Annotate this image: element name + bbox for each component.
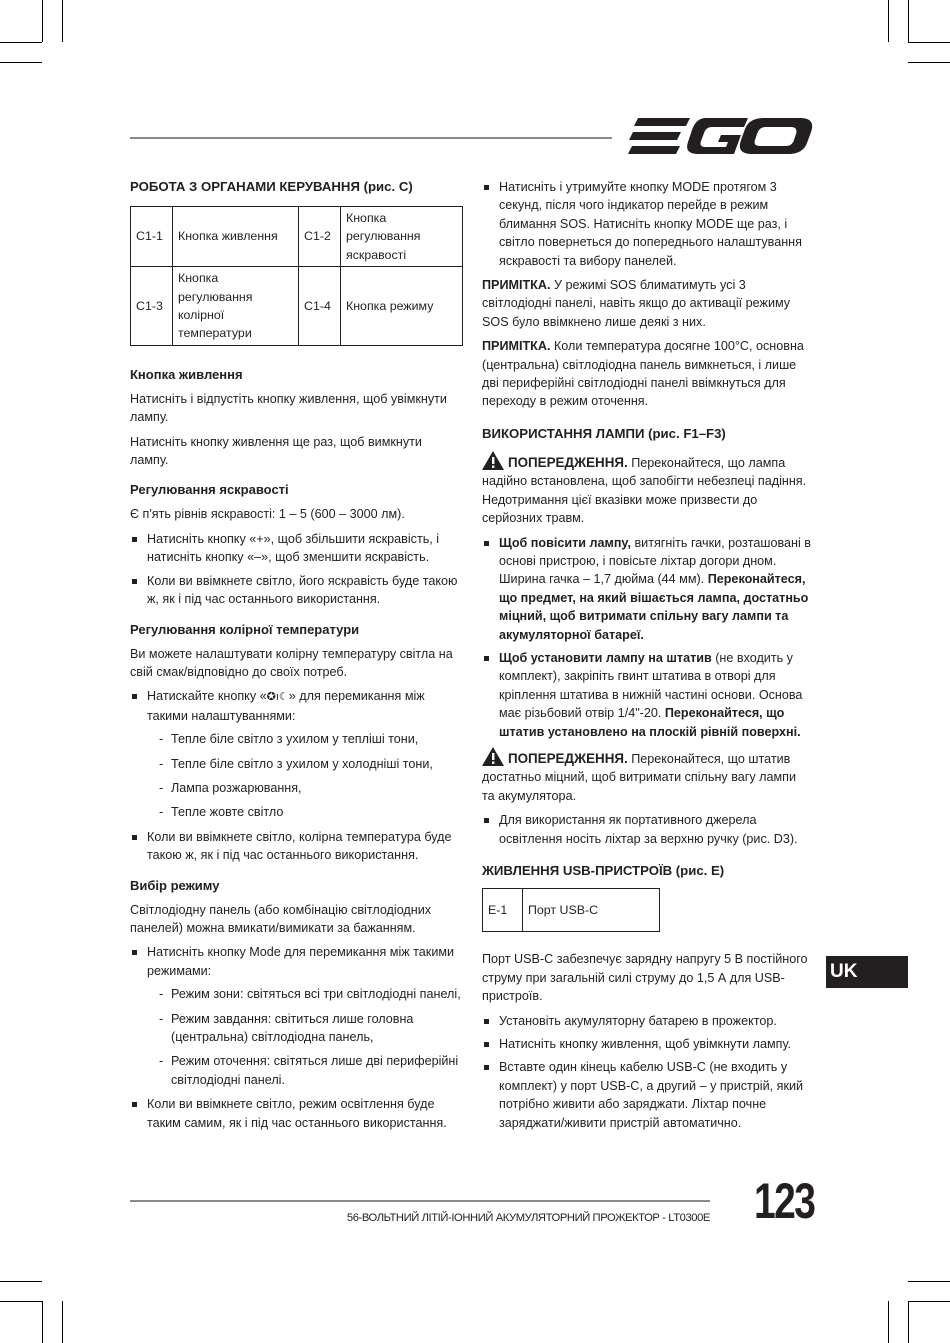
text: Натисніть кнопку Mode для перемикання між такими режимами:: [147, 945, 455, 978]
table-cell: Кнопка регулювання яскравості: [341, 207, 463, 267]
table-cell: Кнопка живлення: [173, 207, 299, 267]
table-row: [483, 889, 660, 932]
list-item: [482, 649, 812, 741]
warning: [482, 747, 812, 805]
usb-heading: ЖИВЛЕННЯ USB-ПРИСТРОЇВ (рис. E): [482, 863, 725, 878]
note: [482, 337, 812, 411]
table-cell: C1-4: [299, 267, 341, 346]
ego-logo: [628, 116, 814, 158]
usb-table: [482, 888, 660, 932]
dash-list: [159, 730, 463, 822]
color-temp-icon: ✪ı☾: [266, 690, 289, 704]
paragraph: Натисніть кнопку живлення ще раз, щоб вимкнути лампу.: [130, 434, 422, 468]
table-cell: Кнопка режиму: [341, 267, 463, 346]
bullet-list: [130, 687, 463, 864]
note-text: Коли температура досягне 100°C, основна (центральна) світлодіодна панель вимкнеться, і лише дві периферійні світлодіодні панелі ввімкнуться для переходу в режим оточення.: [482, 339, 804, 409]
list-item: [130, 687, 463, 821]
paragraph: Порт USB-C забезпечує зарядну напругу 5 В постійного струму при загальній силі струму до 1,5 А для USB-пристроїв.: [482, 952, 808, 1004]
table-cell: E-1: [483, 889, 523, 932]
crop-mark: [908, 1301, 950, 1302]
crop-mark: [62, 1301, 63, 1343]
footer-rule: [130, 1200, 710, 1202]
mode-section-title: Вибір режиму: [130, 877, 220, 893]
crop-mark: [908, 62, 950, 63]
bullet-list: [482, 1012, 812, 1132]
list-item: Натисніть і утримуйте кнопку MODE протягом 3 секунд, після чого індикатор перейде в режим блимання SOS. Натисніть кнопку MODE ще раз, і світло повернеться до попереднього налаштування яскравості та вибору панелей.: [482, 178, 812, 270]
list-item: - Режим оточення: світяться лише дві периферійні світлодіодні панелі.: [159, 1052, 463, 1089]
text: » для перемикання між такими налаштуваннями:: [147, 689, 425, 723]
controls-heading: РОБОТА З ОРГАНАМИ КЕРУВАННЯ (рис. C): [130, 179, 413, 194]
list-item: Вставте один кінець кабелю USB-C (не входить у комплект) у порт USB-C, а другий – у пристрій, який потрібно живити або заряджати. Ліхтар почне заряджати/живити пристрій автоматично.: [482, 1058, 812, 1132]
dash-list: [159, 985, 463, 1089]
brightness-section-title: Регулювання яскравості: [130, 482, 289, 498]
note-label: ПРИМІТКА.: [482, 278, 551, 293]
table-row: [131, 267, 463, 346]
page-number: 123: [754, 1173, 815, 1229]
warning-icon: [482, 451, 504, 470]
bold-text: Переконайтеся, що предмет, на який вішається лампа, достатньо міцний, щоб витримати спільну вагу лампи та акумуляторної батареї.: [499, 572, 809, 642]
warning: [482, 451, 812, 528]
right-column: [482, 178, 812, 1138]
power-section-title: Кнопка живлення: [130, 366, 243, 382]
crop-mark: [42, 0, 43, 42]
warning-label: ПОПЕРЕДЖЕННЯ.: [508, 454, 628, 470]
text: Натискайте кнопку «: [147, 689, 267, 704]
list-item: [130, 943, 463, 1089]
list-item: Натисніть кнопку живлення, щоб увімкнути лампу.: [482, 1035, 812, 1053]
table-row: [131, 207, 463, 267]
crop-mark: [888, 1301, 889, 1343]
warning-text: Переконайтеся, що штатив достатньо міцний, щоб витримати спільну вагу лампи та акумулятора.: [482, 751, 797, 803]
table-cell: C1-2: [299, 207, 341, 267]
bold-text: Переконайтеся, що штатив установлено на плоскій рівній поверхні.: [499, 706, 801, 739]
crop-mark: [62, 0, 63, 42]
table-cell: Кнопка регулювання колірної температури: [173, 267, 299, 346]
list-item: Коли ви ввімкнете світло, його яскравість буде такою ж, як і під час останнього використання.: [130, 572, 463, 609]
list-item: Установіть акумуляторну батарею в прожектор.: [482, 1012, 812, 1030]
list-item: [482, 534, 812, 644]
lamp-use-heading: ВИКОРИСТАННЯ ЛАМПИ (рис. F1–F3): [482, 425, 726, 441]
warning-text: Переконайтеся, що лампа надійно встановлена, щоб запобігти небезпеці падіння. Недотримання цієї вказівки може призвести до серйозних травм.: [482, 455, 807, 526]
crop-mark: [908, 1301, 909, 1343]
list-item: Коли ви ввімкнете світло, режим освітлення буде таким самим, як і під час останнього використання.: [130, 1095, 463, 1132]
language-tab: UK: [826, 956, 908, 988]
text: витягніть гачки, розташовані в основі пристрою, і повісьте ліхтар догори дном. Ширина гачка – 1,7 дюйма (44 мм).: [499, 535, 811, 587]
crop-mark: [0, 1281, 42, 1282]
table-cell: C1-3: [131, 267, 173, 346]
list-item: - Режим зони: світяться всі три світлодіодні панелі,: [159, 985, 463, 1003]
warning-label: ПОПЕРЕДЖЕННЯ.: [508, 750, 628, 766]
bullet-list: [130, 530, 463, 609]
list-item: - Тепле жовте світло: [159, 803, 463, 821]
paragraph: Світлодіодну панель (або комбінацію світлодіодних панелей) можна вмикати/вимикати за бажанням.: [130, 902, 432, 935]
list-item: Для використання як портативного джерела освітлення носіть ліхтар за верхню ручку (рис. D3).: [482, 811, 812, 848]
controls-table: [130, 206, 463, 346]
color-temp-section-title: Регулювання колірної температури: [130, 621, 360, 637]
bullet-list: [130, 943, 463, 1132]
left-column: [130, 178, 463, 1138]
paragraph: Натисніть і відпустіть кнопку живлення, щоб увімкнути лампу.: [130, 391, 447, 425]
crop-mark: [0, 42, 42, 43]
note: [482, 276, 812, 331]
crop-mark: [908, 0, 909, 42]
header-rule: [130, 137, 612, 139]
crop-mark: [908, 1281, 950, 1282]
bullet-list: [482, 178, 812, 270]
list-item: - Лампа розжарювання,: [159, 779, 463, 797]
table-cell: C1-1: [131, 207, 173, 267]
text: (не входить у комплект), закріпіть гвинт штатива в отворі для кріплення штатива в нижній частині основи. Основа має різьбовий отвір 1/4"-20.: [499, 650, 803, 721]
crop-mark: [888, 0, 889, 42]
bold-text: Щоб повісити лампу,: [499, 535, 631, 550]
bullet-list: [482, 811, 812, 848]
note-text: У режимі SOS блиматимуть усі 3 світлодіодні панелі, навіть якщо до активації режиму SOS було ввімкнено лише деякі з них.: [482, 278, 791, 329]
crop-mark: [0, 62, 42, 63]
list-item: Коли ви ввімкнете світло, колірна температура буде такою ж, як і під час останнього використання.: [130, 828, 463, 865]
crop-mark: [42, 1301, 43, 1343]
footer-text: 56-ВОЛЬТНИЙ ЛІТІЙ-ІОННИЙ АКУМУЛЯТОРНИЙ ПРОЖЕКТОР - LT0300E: [346, 1212, 710, 1224]
paragraph: Є п'ять рівнів яскравості: 1 – 5 (600 – 3000 лм).: [130, 507, 405, 522]
bold-text: Щоб установити лампу на штатив: [499, 650, 712, 665]
note-label: ПРИМІТКА.: [482, 339, 551, 354]
warning-icon: [482, 747, 504, 766]
crop-mark: [908, 42, 950, 43]
list-item: - Тепле біле світло з ухилом у тепліші тони,: [159, 730, 463, 748]
crop-mark: [0, 1301, 42, 1302]
list-item: Натисніть кнопку «+», щоб збільшити яскравість, і натисніть кнопку «–», щоб зменшити яскравість.: [130, 530, 463, 567]
list-item: - Режим завдання: світиться лише головна (центральна) світлодіодна панель,: [159, 1010, 463, 1047]
table-cell: Порт USB-C: [523, 889, 660, 932]
bullet-list: [482, 534, 812, 741]
paragraph: Ви можете налаштувати колірну температуру світла на свій смак/відповідно до своїх потреб.: [130, 646, 453, 679]
list-item: - Тепле біле світло з ухилом у холодніші тони,: [159, 755, 463, 773]
